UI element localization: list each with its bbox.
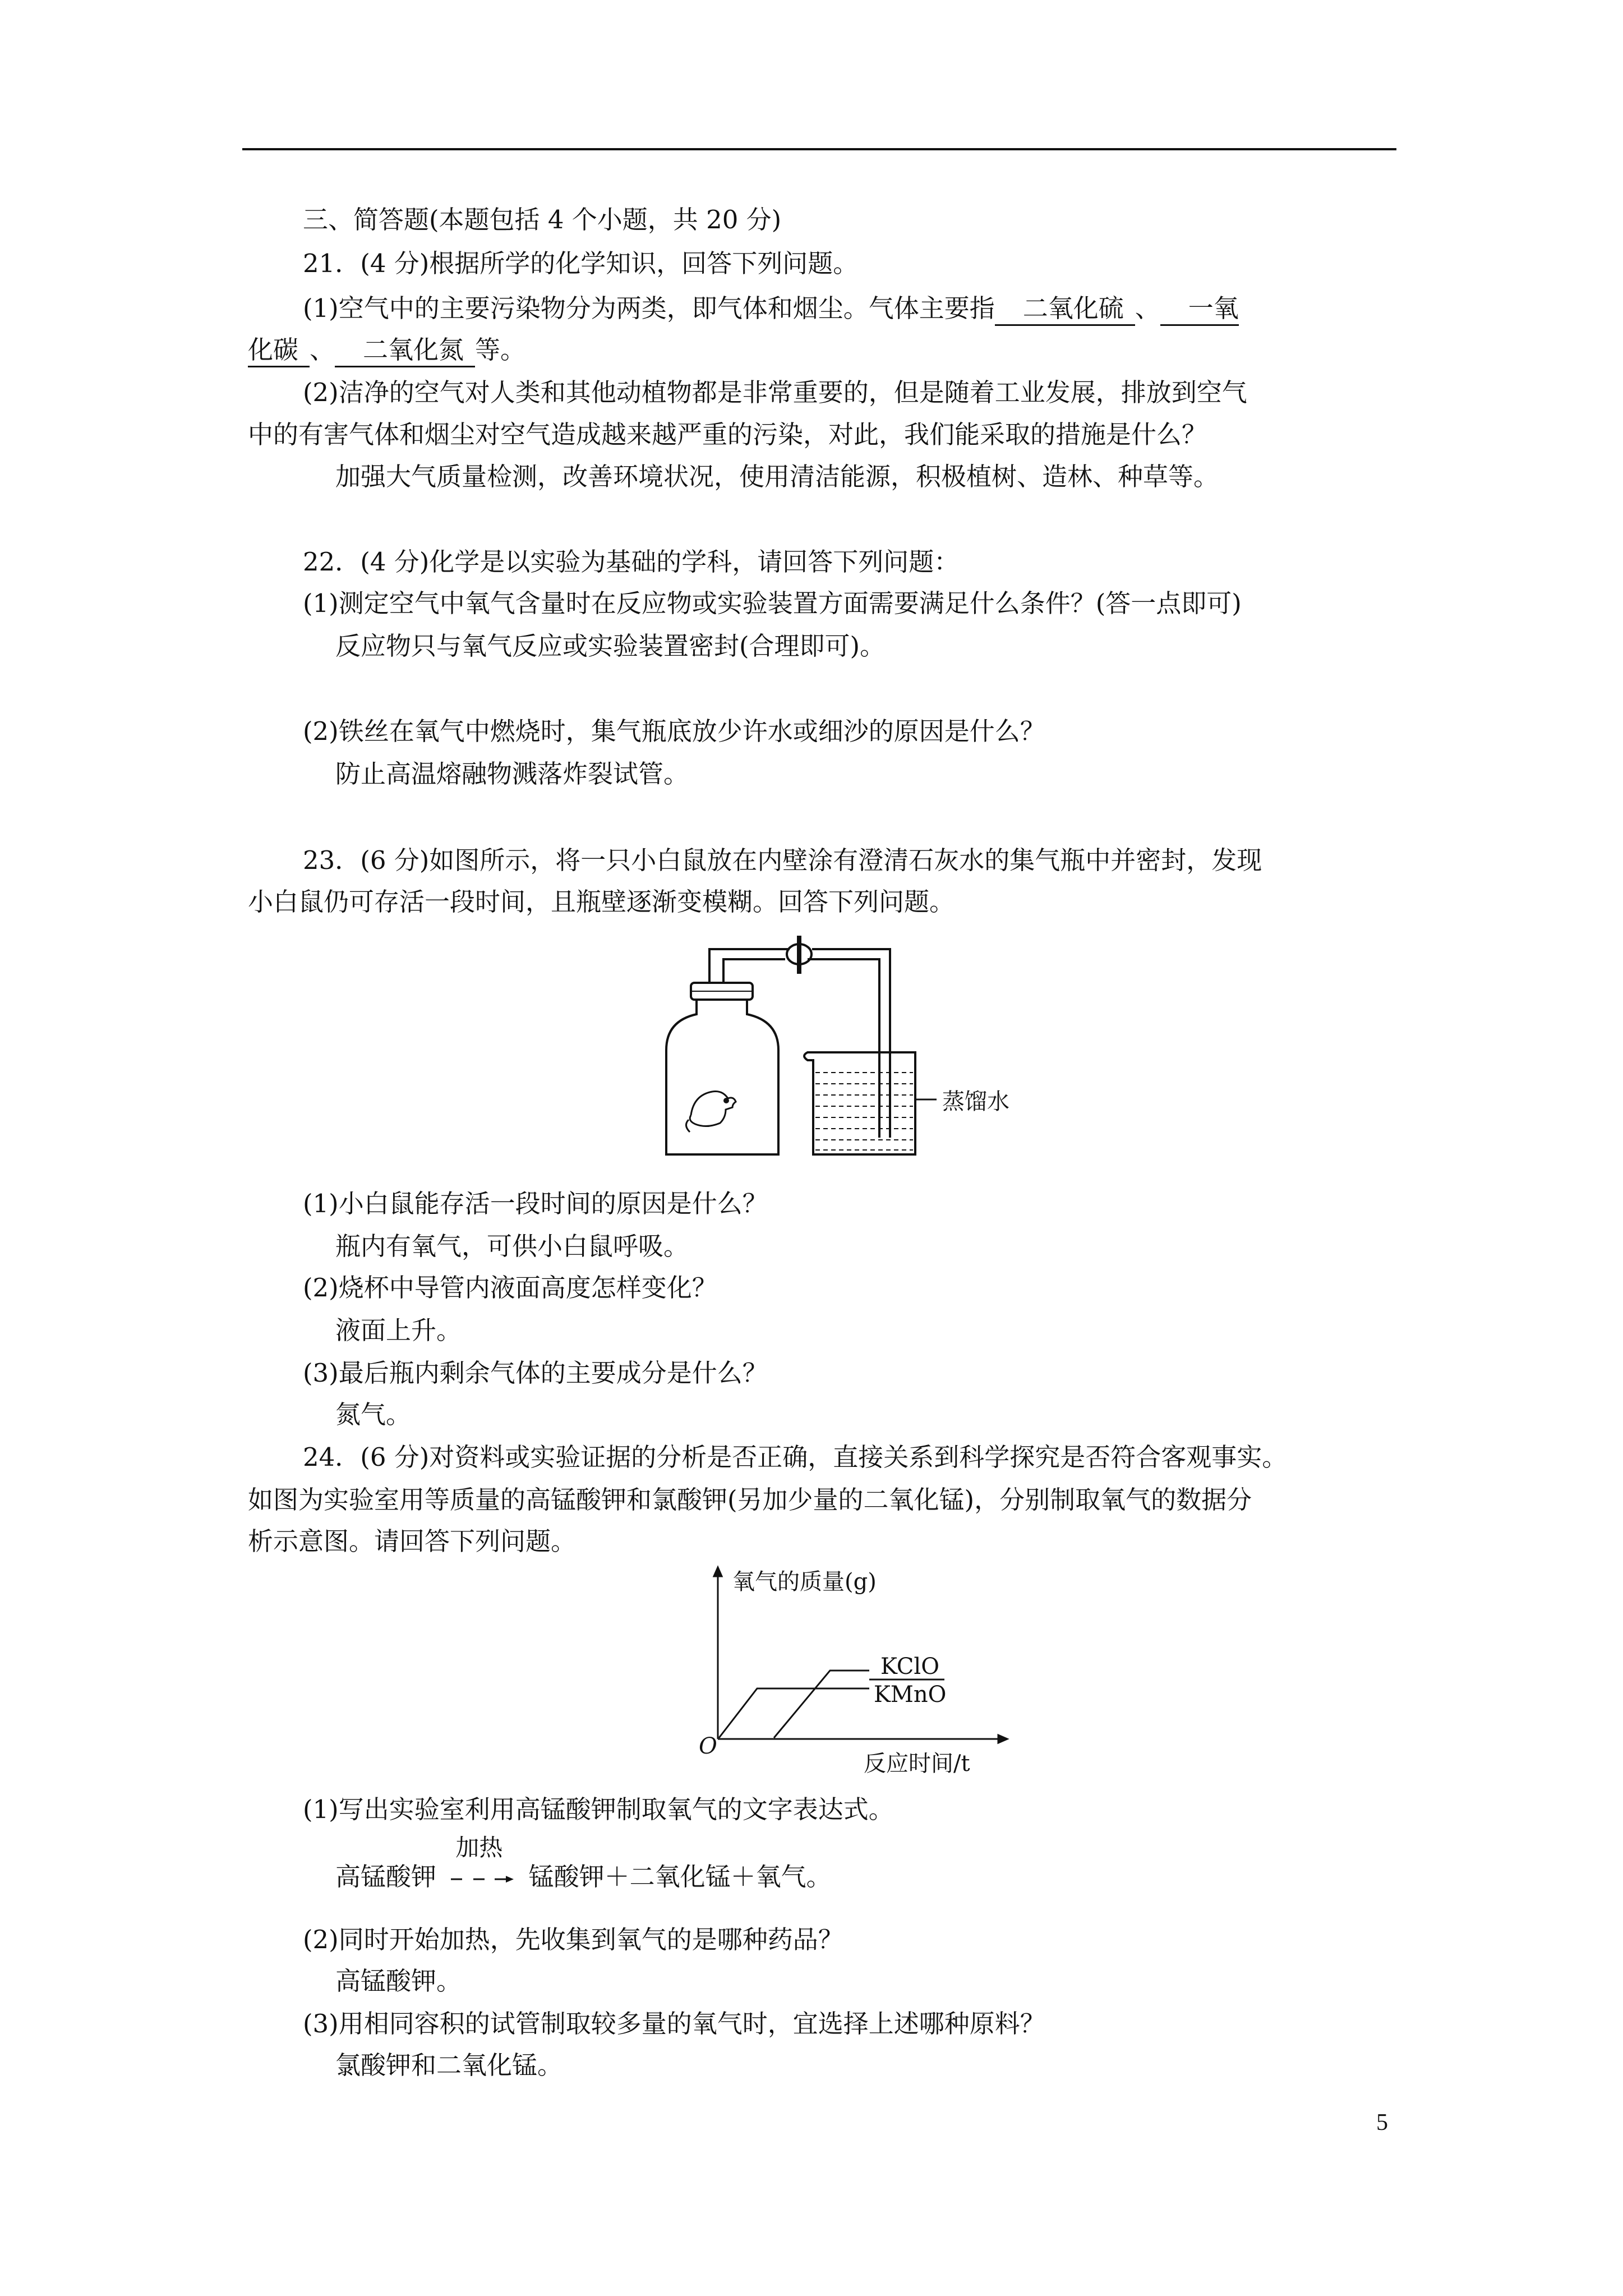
arrow-icon [449,1862,516,1896]
distilled-water-label: 蒸馏水 [942,1089,1009,1115]
q24-stem-line2: 如图为实验室用等质量的高锰酸钾和氯酸钾(另加少量的二氧化锰)，分别制取氧气的数据分 [248,1485,1252,1515]
graph-origin-label: O [699,1733,717,1759]
top-rule [242,148,1396,150]
q21-part1-line1 [303,292,1239,326]
q23-part3: (3)最后瓶内剩余气体的主要成分是什么？ [303,1358,768,1388]
q24-answer-2: 高锰酸钾。 [335,1966,462,1996]
q21-blank-2a: 一氧 [1160,294,1239,326]
kclo-label: KClO [880,1654,939,1680]
q24-equation [335,1833,832,1896]
page-number: 5 [1376,2110,1388,2136]
q21-answer-2: 加强大气质量检测，改善环境状况，使用清洁能源，积极植树、造林、种草等。 [335,462,1219,491]
q22-answer-1: 反应物只与氧气反应或实验装置密封(合理即可)。 [335,631,886,661]
q24-part2: (2)同时开始加热，先收集到氧气的是哪种药品？ [303,1925,843,1954]
q21-sep-1: 、 [1135,293,1160,323]
q22-answer-2: 防止高温熔融物溅落炸裂试管。 [335,759,689,789]
q24-part3: (3)用相同容积的试管制取较多量的氧气时，宜选择上述哪种原料？ [303,2009,1045,2039]
section-heading: 三、简答题(本题包括 4 个小题，共 20 分) [303,205,782,234]
q23-stem-line2: 小白鼠仍可存活一段时间，且瓶壁逐渐变模糊。回答下列问题。 [248,887,955,917]
oxygen-mass-graph [695,1559,1009,1789]
x-axis-arrow [998,1735,1007,1743]
kclo-line [774,1671,869,1738]
q21-part1-end: 等。 [475,335,526,365]
q23-answer-2: 液面上升。 [335,1315,462,1345]
kmno-label: KMnO [874,1682,947,1708]
equation-condition: 加热 [455,1833,503,1861]
q21-blank-2b: 化碳 [248,335,310,367]
y-axis-arrow [714,1567,722,1576]
q21-blank-1: 二氧化硫 [995,294,1135,326]
apparatus-drawing [645,926,1071,1178]
apparatus-figure [645,926,1071,1178]
q21-part1-text: (1)空气中的主要污染物分为两类，即气体和烟尘。气体主要指 [303,293,995,323]
q24-part1: (1)写出实验室利用高锰酸钾制取氧气的文字表达式。 [303,1795,894,1824]
q21-part2-line2: 中的有害气体和烟尘对空气造成越来越严重的污染，对此，我们能采取的措施是什么？ [248,420,1207,449]
q21-part2-line1: (2)洁净的空气对人类和其他动植物都是非常重要的，但是随着工业发展，排放到空气 [303,378,1247,407]
equation-products: 锰酸钾＋二氧化锰＋氧气。 [528,1862,832,1892]
q21-blank-3: 二氧化氮 [335,335,475,367]
q24-stem-line3: 析示意图。请回答下列问题。 [248,1526,577,1556]
reaction-arrow [449,1833,516,1896]
q21-part1-line2 [248,333,525,367]
q24-stem-line1: 24．(6 分)对资料或实验证据的分析是否正确，直接关系到科学探究是否符合客观事实。 [303,1442,1288,1472]
q22-part1: (1)测定空气中氧气含量时在反应物或实验装置方面需要满足什么条件？(答一点即可) [303,588,1242,618]
equation-reactant: 高锰酸钾 [335,1862,437,1892]
q22-part2: (2)铁丝在氧气中燃烧时，集气瓶底放少许水或细沙的原因是什么？ [303,716,1045,746]
q21-stem: 21．(4 分)根据所学的化学知识，回答下列问题。 [303,249,859,278]
q23-part2: (2)烧杯中导管内液面高度怎样变化？ [303,1273,717,1303]
q23-stem-line1: 23．(6 分)如图所示，将一只小白鼠放在内壁涂有澄清石灰水的集气瓶中并密封，发现 [303,845,1262,875]
q23-answer-3: 氮气。 [335,1400,412,1429]
graph-x-label: 反应时间/t [864,1751,970,1777]
q24-answer-3: 氯酸钾和二氧化锰。 [335,2050,563,2080]
graph-y-label: 氧气的质量(g) [732,1569,877,1595]
q21-sep-2: 、 [310,335,335,365]
q23-part1: (1)小白鼠能存活一段时间的原因是什么？ [303,1189,768,1218]
q22-stem: 22．(4 分)化学是以实验为基础的学科，请回答下列问题： [303,547,960,577]
q23-answer-1: 瓶内有氧气，可供小白鼠呼吸。 [335,1231,689,1261]
